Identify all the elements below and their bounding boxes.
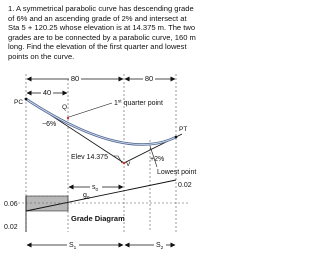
pc-label: PC: [14, 99, 24, 106]
dimension-80-left: [27, 74, 123, 83]
left-length-label: 80: [70, 74, 80, 83]
dimension-80-right: [125, 74, 175, 83]
first-quarter-leader: [69, 103, 112, 117]
pc-point: [25, 98, 28, 101]
s0-label: $s_0$: [92, 184, 99, 193]
q-point: [67, 117, 69, 119]
grade-diagram-title: Grade Diagram: [71, 214, 125, 223]
grade-value-right: 0.02: [178, 182, 192, 189]
s1-label: $S_1$: [69, 242, 77, 251]
problem-statement: 1. A symmetrical parabolic curve has descending grade of 6% and an ascending grade of 2% and intersect at Sta 5 + 120.25 whose elevation is at 14.375 m. The two grades are to be connected by a parabolic curve, 160 m long. Find the elevation of the first quarter and lowest points on the curve.: [8, 4, 196, 61]
grade-down-label: −6%: [42, 121, 57, 128]
pt-point: [175, 136, 178, 139]
g0-label: $g_0$: [83, 192, 90, 201]
right-length-label: 80: [144, 74, 154, 83]
lowest-point-label: Lowest point: [157, 169, 197, 176]
vertex-point: [123, 162, 126, 165]
grade-up-label: +2%: [150, 156, 165, 163]
q-label: Q: [62, 104, 68, 111]
quarter-length-label: 40: [42, 88, 52, 97]
grade-value-bottom: 0.02: [4, 224, 18, 231]
s2-label: $S_2$: [156, 242, 164, 251]
grade-value-top: 0.06: [4, 201, 18, 208]
elevation-label: Elev 14.375: [71, 154, 108, 161]
v-label: V: [126, 161, 131, 168]
dimension-40: [27, 88, 67, 97]
pt-label: PT: [179, 126, 188, 133]
first-quarter-label: 1st quarter point: [114, 99, 163, 107]
